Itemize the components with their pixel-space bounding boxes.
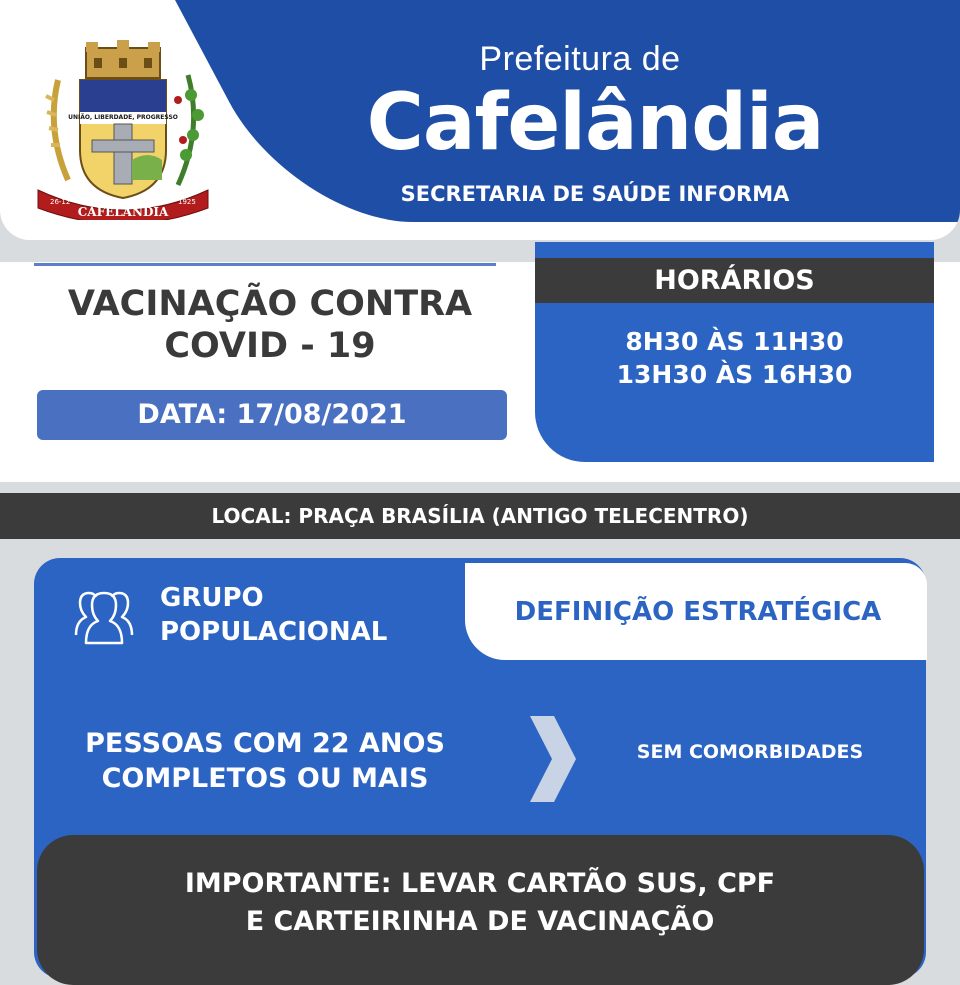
date-badge: DATA: 17/08/2021 — [37, 390, 507, 440]
chevron-right-icon — [528, 716, 578, 802]
hours-slot-afternoon: 13H30 ÀS 16H30 — [616, 359, 853, 389]
target-population — [50, 726, 480, 796]
important-line1: IMPORTANTE: LEVAR CARTÃO SUS, CPF — [184, 868, 776, 899]
group-label-line2: POPULACIONAL — [160, 616, 388, 647]
important-line2: E CARTEIRINHA DE VACINAÇÃO — [245, 905, 715, 937]
header-prefix: Prefeitura de — [479, 40, 681, 78]
crest-motto: UNIÃO, LIBERDADE, PROGRESSO — [68, 114, 178, 121]
hours-heading: HORÁRIOS — [535, 258, 934, 303]
important-notice-text — [60, 865, 900, 941]
crest-year-left: 26-12 — [50, 198, 71, 206]
people-group-icon — [66, 585, 142, 647]
header-subtitle: SECRETARIA DE SAÚDE INFORMA — [400, 182, 790, 206]
page-title: Cafelândia — [366, 78, 824, 168]
group-label-line1: GRUPO — [160, 583, 264, 613]
definition-heading: DEFINIÇÃO ESTRATÉGICA — [514, 597, 882, 627]
target-population-line2: COMPLETOS OU MAIS — [101, 763, 429, 795]
crest-year-right: 1925 — [178, 198, 196, 206]
hours-slot-morning: 8H30 ÀS 11H30 — [625, 327, 844, 356]
vaccination-title — [30, 283, 510, 367]
crest-name: CAFELANDIA — [77, 205, 169, 219]
municipal-crest-logo — [28, 40, 218, 220]
hours-slots — [535, 326, 934, 391]
vaccination-title-line2: COVID - 19 — [164, 326, 376, 366]
strategy-definition: SEM COMORBIDADES — [636, 741, 864, 763]
group-label — [160, 582, 460, 650]
location-bar: LOCAL: PRAÇA BRASÍLIA (ANTIGO TELECENTRO) — [0, 493, 960, 539]
title-divider — [34, 263, 496, 266]
vaccination-title-line1: VACINAÇÃO CONTRA — [67, 284, 473, 324]
target-population-line1: PESSOAS COM 22 ANOS — [85, 728, 445, 759]
